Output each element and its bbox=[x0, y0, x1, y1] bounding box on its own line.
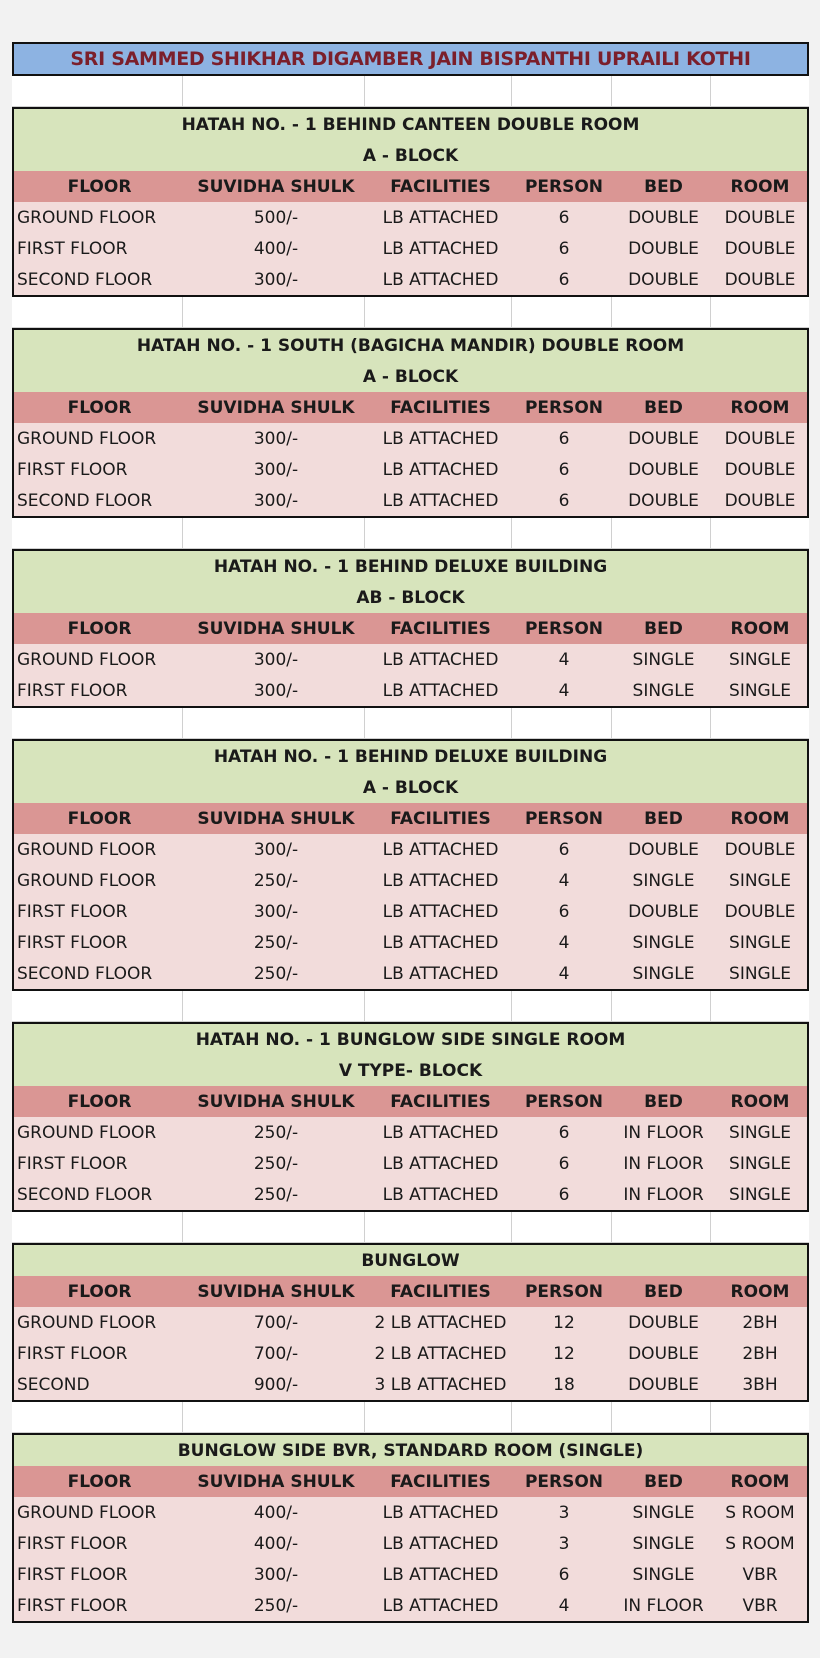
floor-cell: FIRST FLOOR bbox=[17, 1595, 128, 1616]
table-row bbox=[14, 1148, 807, 1179]
room-cell: SINGLE bbox=[729, 963, 791, 984]
block-heading: HATAH NO. - 1 BEHIND DELUXE BUILDING bbox=[14, 551, 807, 582]
blank-cell bbox=[711, 1212, 809, 1243]
column-header: ROOM bbox=[730, 397, 790, 418]
bed-cell: SINGLE bbox=[632, 932, 695, 953]
table-row bbox=[14, 1179, 807, 1210]
bed-cell: IN FLOOR bbox=[623, 1184, 704, 1205]
shulk-cell: 700/- bbox=[253, 1312, 299, 1333]
column-header-row bbox=[14, 171, 807, 202]
floor-cell: FIRST FLOOR bbox=[17, 238, 128, 259]
table-row bbox=[14, 1369, 807, 1400]
person-cell: 6 bbox=[558, 1122, 570, 1143]
column-header: PERSON bbox=[524, 1471, 604, 1492]
room-cell: DOUBLE bbox=[724, 269, 796, 290]
block-heading: BUNGLOW SIDE BVR, STANDARD ROOM (SINGLE) bbox=[14, 1435, 807, 1466]
facilities-cell: LB ATTACHED bbox=[382, 1502, 499, 1523]
floor-cell: GROUND FLOOR bbox=[17, 870, 157, 891]
shulk-cell: 300/- bbox=[253, 680, 299, 701]
shulk-cell: 250/- bbox=[253, 1122, 299, 1143]
blank-cell bbox=[512, 518, 612, 549]
blank-cell bbox=[183, 1402, 365, 1433]
shulk-cell: 400/- bbox=[253, 1502, 299, 1523]
column-header: ROOM bbox=[730, 1281, 790, 1302]
blank-cell bbox=[512, 991, 612, 1022]
shulk-cell: 900/- bbox=[253, 1374, 299, 1395]
blank-cell bbox=[711, 297, 809, 328]
floor-cell: FIRST FLOOR bbox=[17, 1533, 128, 1554]
person-cell: 6 bbox=[558, 1153, 570, 1174]
shulk-cell: 250/- bbox=[253, 1153, 299, 1174]
column-header: BED bbox=[644, 176, 683, 197]
column-header: BED bbox=[644, 1091, 683, 1112]
person-cell: 6 bbox=[558, 428, 570, 449]
spreadsheet bbox=[12, 42, 809, 1623]
block-subheading: AB - BLOCK bbox=[14, 582, 807, 613]
room-cell: VBR bbox=[742, 1595, 778, 1616]
room-cell: SINGLE bbox=[729, 870, 791, 891]
column-header: ROOM bbox=[730, 808, 790, 829]
blank-cell bbox=[711, 1402, 809, 1433]
column-header: SUVIDHA SHULK bbox=[197, 1471, 355, 1492]
column-header: SUVIDHA SHULK bbox=[197, 397, 355, 418]
room-cell: DOUBLE bbox=[724, 428, 796, 449]
blank-cell bbox=[612, 76, 711, 107]
room-cell: DOUBLE bbox=[724, 459, 796, 480]
blank-cell bbox=[183, 518, 365, 549]
bed-cell: DOUBLE bbox=[628, 901, 699, 922]
bed-cell: SINGLE bbox=[632, 963, 695, 984]
blank-cell bbox=[711, 76, 809, 107]
room-cell: SINGLE bbox=[729, 932, 791, 953]
room-cell: DOUBLE bbox=[724, 839, 796, 860]
table-row bbox=[14, 1497, 807, 1528]
person-cell: 4 bbox=[558, 963, 570, 984]
shulk-cell: 300/- bbox=[253, 901, 299, 922]
shulk-cell: 300/- bbox=[253, 459, 299, 480]
bed-cell: SINGLE bbox=[632, 1533, 695, 1554]
table-row bbox=[14, 233, 807, 264]
column-header: BED bbox=[644, 618, 683, 639]
table-row bbox=[14, 675, 807, 706]
facilities-cell: LB ATTACHED bbox=[382, 649, 499, 670]
facilities-cell: LB ATTACHED bbox=[382, 238, 499, 259]
bed-cell: SINGLE bbox=[632, 680, 695, 701]
table-row bbox=[14, 1307, 807, 1338]
room-block bbox=[12, 1433, 809, 1623]
column-header: FACILITIES bbox=[390, 808, 491, 829]
bed-cell: IN FLOOR bbox=[623, 1122, 704, 1143]
floor-cell: GROUND FLOOR bbox=[17, 839, 157, 860]
blank-cell bbox=[183, 76, 365, 107]
blank-cell bbox=[12, 991, 183, 1022]
person-cell: 6 bbox=[558, 1184, 570, 1205]
column-header: FACILITIES bbox=[390, 1281, 491, 1302]
room-cell: DOUBLE bbox=[724, 490, 796, 511]
table-row bbox=[14, 865, 807, 896]
blank-cell bbox=[365, 991, 512, 1022]
room-cell: 2BH bbox=[742, 1312, 778, 1333]
room-cell: SINGLE bbox=[729, 1184, 791, 1205]
block-subheading: A - BLOCK bbox=[14, 772, 807, 803]
column-header: ROOM bbox=[730, 176, 790, 197]
column-header: FACILITIES bbox=[390, 397, 491, 418]
blank-cell bbox=[12, 1402, 183, 1433]
table-row bbox=[14, 454, 807, 485]
table-row bbox=[14, 896, 807, 927]
floor-cell: FIRST FLOOR bbox=[17, 932, 128, 953]
blank-cell bbox=[183, 297, 365, 328]
person-cell: 4 bbox=[558, 649, 570, 670]
column-header: ROOM bbox=[730, 618, 790, 639]
block-subheading: A - BLOCK bbox=[14, 361, 807, 392]
blank-cell bbox=[365, 76, 512, 107]
block-subheading: A - BLOCK bbox=[14, 140, 807, 171]
column-header: SUVIDHA SHULK bbox=[197, 1091, 355, 1112]
facilities-cell: LB ATTACHED bbox=[382, 1564, 499, 1585]
facilities-cell: LB ATTACHED bbox=[382, 1595, 499, 1616]
column-header: BED bbox=[644, 808, 683, 829]
bed-cell: SINGLE bbox=[632, 870, 695, 891]
blank-cell bbox=[612, 518, 711, 549]
block-heading: HATAH NO. - 1 BUNGLOW SIDE SINGLE ROOM bbox=[14, 1024, 807, 1055]
shulk-cell: 400/- bbox=[253, 1533, 299, 1554]
person-cell: 6 bbox=[558, 490, 570, 511]
shulk-cell: 300/- bbox=[253, 269, 299, 290]
floor-cell: FIRST FLOOR bbox=[17, 1343, 128, 1364]
person-cell: 6 bbox=[558, 238, 570, 259]
room-block bbox=[12, 1022, 809, 1212]
facilities-cell: LB ATTACHED bbox=[382, 1533, 499, 1554]
room-cell: 2BH bbox=[742, 1343, 778, 1364]
blank-spacer-row bbox=[12, 991, 809, 1022]
column-header: FACILITIES bbox=[390, 1091, 491, 1112]
bed-cell: DOUBLE bbox=[628, 1312, 699, 1333]
blank-cell bbox=[512, 708, 612, 739]
person-cell: 6 bbox=[558, 207, 570, 228]
blank-cell bbox=[183, 1212, 365, 1243]
facilities-cell: LB ATTACHED bbox=[382, 901, 499, 922]
sheet-title: SRI SAMMED SHIKHAR DIGAMBER JAIN BISPANTHI UPRAILI KOTHI bbox=[12, 42, 809, 76]
person-cell: 3 bbox=[558, 1533, 570, 1554]
blank-cell bbox=[183, 991, 365, 1022]
table-row bbox=[14, 1559, 807, 1590]
bed-cell: DOUBLE bbox=[628, 1374, 699, 1395]
room-cell: VBR bbox=[742, 1564, 778, 1585]
bed-cell: SINGLE bbox=[632, 1564, 695, 1585]
floor-cell: GROUND FLOOR bbox=[17, 207, 157, 228]
table-row bbox=[14, 834, 807, 865]
table-row bbox=[14, 423, 807, 454]
person-cell: 4 bbox=[558, 932, 570, 953]
bed-cell: SINGLE bbox=[632, 1502, 695, 1523]
shulk-cell: 300/- bbox=[253, 649, 299, 670]
room-cell: SINGLE bbox=[729, 1122, 791, 1143]
block-subheading: V TYPE- BLOCK bbox=[14, 1055, 807, 1086]
table-row bbox=[14, 202, 807, 233]
column-header: SUVIDHA SHULK bbox=[197, 808, 355, 829]
column-header: PERSON bbox=[524, 618, 604, 639]
blank-cell bbox=[612, 991, 711, 1022]
room-block bbox=[12, 549, 809, 708]
room-block bbox=[12, 107, 809, 297]
blank-cell bbox=[365, 708, 512, 739]
blank-cell bbox=[711, 518, 809, 549]
floor-cell: GROUND FLOOR bbox=[17, 649, 157, 670]
column-header: PERSON bbox=[524, 176, 604, 197]
column-header: PERSON bbox=[524, 1091, 604, 1112]
blank-cell bbox=[365, 1402, 512, 1433]
person-cell: 6 bbox=[558, 269, 570, 290]
blank-cell bbox=[365, 297, 512, 328]
column-header-row bbox=[14, 1086, 807, 1117]
column-header: FLOOR bbox=[67, 618, 132, 639]
column-header: FLOOR bbox=[67, 176, 132, 197]
column-header-row bbox=[14, 1466, 807, 1497]
bed-cell: DOUBLE bbox=[628, 839, 699, 860]
facilities-cell: LB ATTACHED bbox=[382, 428, 499, 449]
column-header: FLOOR bbox=[67, 1281, 132, 1302]
blank-cell bbox=[12, 1212, 183, 1243]
facilities-cell: 2 LB ATTACHED bbox=[374, 1312, 507, 1333]
facilities-cell: LB ATTACHED bbox=[382, 870, 499, 891]
column-header: PERSON bbox=[524, 808, 604, 829]
floor-cell: SECOND FLOOR bbox=[17, 490, 153, 511]
facilities-cell: LB ATTACHED bbox=[382, 839, 499, 860]
floor-cell: GROUND FLOOR bbox=[17, 1502, 157, 1523]
facilities-cell: LB ATTACHED bbox=[382, 490, 499, 511]
bed-cell: DOUBLE bbox=[628, 428, 699, 449]
floor-cell: SECOND FLOOR bbox=[17, 963, 153, 984]
blank-cell bbox=[183, 708, 365, 739]
floor-cell: FIRST FLOOR bbox=[17, 680, 128, 701]
blank-cell bbox=[512, 1402, 612, 1433]
floor-cell: FIRST FLOOR bbox=[17, 1564, 128, 1585]
bed-cell: DOUBLE bbox=[628, 238, 699, 259]
blank-cell bbox=[612, 1402, 711, 1433]
person-cell: 6 bbox=[558, 1564, 570, 1585]
blank-spacer-row bbox=[12, 76, 809, 107]
floor-cell: SECOND FLOOR bbox=[17, 269, 153, 290]
facilities-cell: LB ATTACHED bbox=[382, 1184, 499, 1205]
floor-cell: FIRST FLOOR bbox=[17, 459, 128, 480]
person-cell: 18 bbox=[553, 1374, 575, 1395]
blank-spacer-row bbox=[12, 1212, 809, 1243]
room-block bbox=[12, 328, 809, 518]
shulk-cell: 250/- bbox=[253, 1595, 299, 1616]
column-header: PERSON bbox=[524, 397, 604, 418]
facilities-cell: LB ATTACHED bbox=[382, 680, 499, 701]
shulk-cell: 250/- bbox=[253, 870, 299, 891]
floor-cell: GROUND FLOOR bbox=[17, 1122, 157, 1143]
person-cell: 4 bbox=[558, 680, 570, 701]
shulk-cell: 300/- bbox=[253, 428, 299, 449]
column-header: FACILITIES bbox=[390, 176, 491, 197]
bed-cell: DOUBLE bbox=[628, 490, 699, 511]
room-cell: S ROOM bbox=[725, 1502, 795, 1523]
person-cell: 4 bbox=[558, 1595, 570, 1616]
table-row bbox=[14, 1590, 807, 1621]
block-heading: BUNGLOW bbox=[14, 1245, 807, 1276]
shulk-cell: 300/- bbox=[253, 490, 299, 511]
shulk-cell: 500/- bbox=[253, 207, 299, 228]
bed-cell: DOUBLE bbox=[628, 269, 699, 290]
blank-cell bbox=[512, 76, 612, 107]
floor-cell: GROUND FLOOR bbox=[17, 1312, 157, 1333]
facilities-cell: LB ATTACHED bbox=[382, 207, 499, 228]
shulk-cell: 300/- bbox=[253, 839, 299, 860]
blank-spacer-row bbox=[12, 297, 809, 328]
column-header: FACILITIES bbox=[390, 1471, 491, 1492]
column-header: BED bbox=[644, 397, 683, 418]
person-cell: 6 bbox=[558, 839, 570, 860]
bed-cell: DOUBLE bbox=[628, 459, 699, 480]
table-row bbox=[14, 644, 807, 675]
column-header: PERSON bbox=[524, 1281, 604, 1302]
room-block bbox=[12, 739, 809, 991]
shulk-cell: 250/- bbox=[253, 1184, 299, 1205]
table-row bbox=[14, 264, 807, 295]
room-cell: DOUBLE bbox=[724, 901, 796, 922]
column-header-row bbox=[14, 1276, 807, 1307]
blank-cell bbox=[12, 708, 183, 739]
block-heading: HATAH NO. - 1 BEHIND DELUXE BUILDING bbox=[14, 741, 807, 772]
table-row bbox=[14, 485, 807, 516]
room-cell: SINGLE bbox=[729, 680, 791, 701]
blank-cell bbox=[711, 991, 809, 1022]
shulk-cell: 250/- bbox=[253, 963, 299, 984]
blank-spacer-row bbox=[12, 1402, 809, 1433]
column-header-row bbox=[14, 803, 807, 834]
person-cell: 12 bbox=[553, 1343, 575, 1364]
column-header: SUVIDHA SHULK bbox=[197, 618, 355, 639]
column-header: FLOOR bbox=[67, 1471, 132, 1492]
column-header: FLOOR bbox=[67, 1091, 132, 1112]
floor-cell: FIRST FLOOR bbox=[17, 1153, 128, 1174]
column-header: SUVIDHA SHULK bbox=[197, 176, 355, 197]
person-cell: 6 bbox=[558, 459, 570, 480]
bed-cell: SINGLE bbox=[632, 649, 695, 670]
room-cell: DOUBLE bbox=[724, 207, 796, 228]
column-header: BED bbox=[644, 1281, 683, 1302]
blank-cell bbox=[365, 1212, 512, 1243]
table-row bbox=[14, 927, 807, 958]
column-header: BED bbox=[644, 1471, 683, 1492]
person-cell: 6 bbox=[558, 901, 570, 922]
person-cell: 4 bbox=[558, 870, 570, 891]
blank-cell bbox=[612, 1212, 711, 1243]
blank-cell bbox=[12, 297, 183, 328]
table-row bbox=[14, 958, 807, 989]
facilities-cell: LB ATTACHED bbox=[382, 1153, 499, 1174]
column-header: ROOM bbox=[730, 1471, 790, 1492]
room-cell: 3BH bbox=[742, 1374, 778, 1395]
bed-cell: DOUBLE bbox=[628, 1343, 699, 1364]
column-header: FLOOR bbox=[67, 808, 132, 829]
room-cell: SINGLE bbox=[729, 1153, 791, 1174]
column-header-row bbox=[14, 613, 807, 644]
bed-cell: IN FLOOR bbox=[623, 1153, 704, 1174]
facilities-cell: 3 LB ATTACHED bbox=[374, 1374, 507, 1395]
facilities-cell: 2 LB ATTACHED bbox=[374, 1343, 507, 1364]
column-header: FLOOR bbox=[67, 397, 132, 418]
person-cell: 12 bbox=[553, 1312, 575, 1333]
blank-cell bbox=[612, 297, 711, 328]
blank-spacer-row bbox=[12, 708, 809, 739]
floor-cell: SECOND bbox=[17, 1374, 90, 1395]
facilities-cell: LB ATTACHED bbox=[382, 1122, 499, 1143]
person-cell: 3 bbox=[558, 1502, 570, 1523]
table-row bbox=[14, 1117, 807, 1148]
blank-spacer-row bbox=[12, 518, 809, 549]
facilities-cell: LB ATTACHED bbox=[382, 459, 499, 480]
shulk-cell: 700/- bbox=[253, 1343, 299, 1364]
column-header: ROOM bbox=[730, 1091, 790, 1112]
room-blocks bbox=[12, 76, 809, 1623]
column-header-row bbox=[14, 392, 807, 423]
shulk-cell: 400/- bbox=[253, 238, 299, 259]
table-row bbox=[14, 1528, 807, 1559]
blank-cell bbox=[711, 708, 809, 739]
floor-cell: SECOND FLOOR bbox=[17, 1184, 153, 1205]
blank-cell bbox=[612, 708, 711, 739]
room-block bbox=[12, 1243, 809, 1402]
shulk-cell: 300/- bbox=[253, 1564, 299, 1585]
floor-cell: FIRST FLOOR bbox=[17, 901, 128, 922]
bed-cell: IN FLOOR bbox=[623, 1595, 704, 1616]
shulk-cell: 250/- bbox=[253, 932, 299, 953]
room-cell: DOUBLE bbox=[724, 238, 796, 259]
facilities-cell: LB ATTACHED bbox=[382, 963, 499, 984]
room-cell: S ROOM bbox=[725, 1533, 795, 1554]
column-header: SUVIDHA SHULK bbox=[197, 1281, 355, 1302]
facilities-cell: LB ATTACHED bbox=[382, 932, 499, 953]
block-heading: HATAH NO. - 1 BEHIND CANTEEN DOUBLE ROOM bbox=[14, 109, 807, 140]
column-header: FACILITIES bbox=[390, 618, 491, 639]
blank-cell bbox=[512, 1212, 612, 1243]
blank-cell bbox=[512, 297, 612, 328]
bed-cell: DOUBLE bbox=[628, 207, 699, 228]
blank-cell bbox=[12, 518, 183, 549]
blank-cell bbox=[365, 518, 512, 549]
block-heading: HATAH NO. - 1 SOUTH (BAGICHA MANDIR) DOUBLE ROOM bbox=[14, 330, 807, 361]
floor-cell: GROUND FLOOR bbox=[17, 428, 157, 449]
blank-cell bbox=[12, 76, 183, 107]
room-cell: SINGLE bbox=[729, 649, 791, 670]
facilities-cell: LB ATTACHED bbox=[382, 269, 499, 290]
table-row bbox=[14, 1338, 807, 1369]
